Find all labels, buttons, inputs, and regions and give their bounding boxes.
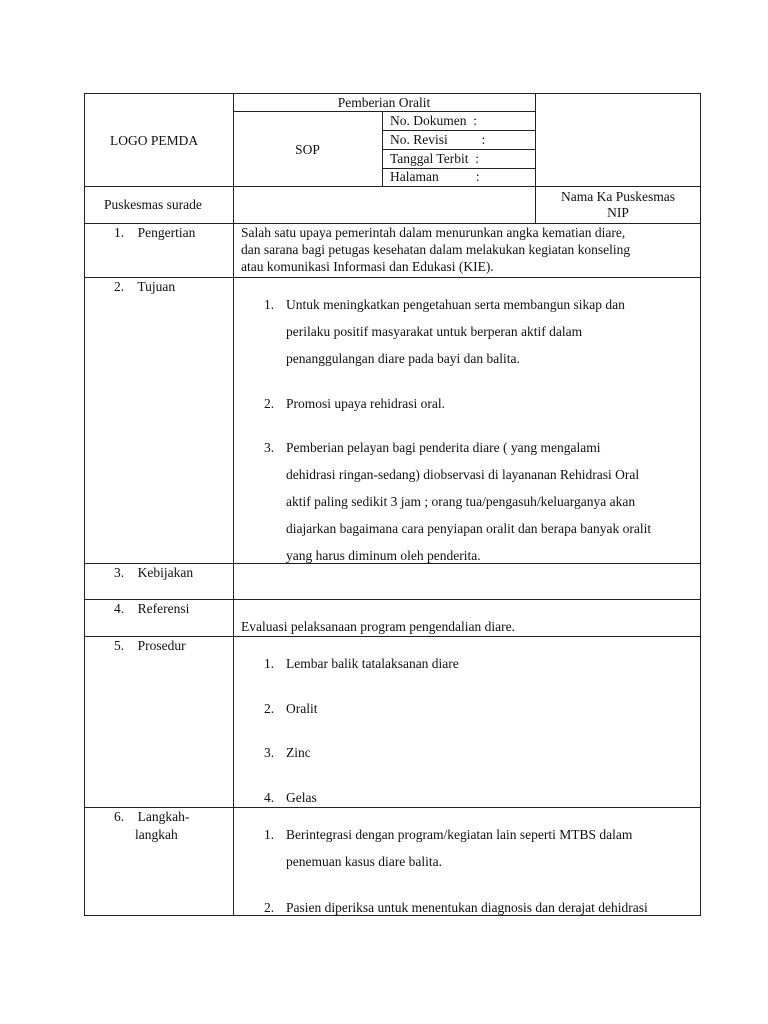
sop-title: Pemberian Oralit [337,95,431,110]
section-label-tujuan: 2. Tujuan [114,279,176,294]
list-number: 1. [264,827,275,842]
field-tanggal-terbit: Tanggal Terbit : [390,151,479,166]
tujuan-text: perilaku positif masyarakat untuk berperan aktif dalam [286,324,583,339]
section-label-langkah: 6. Langkah- [114,809,190,824]
signatory-nip: NIP [607,205,629,220]
tujuan-text: aktif paling sedikit 3 jam ; orang tua/pengasuh/keluarganya akan [286,494,636,509]
section-label-kebijakan: 3. Kebijakan [114,565,194,580]
section-label-pengertian: 1. Pengertian [114,225,196,240]
row-divider [233,186,234,223]
doc-type: SOP [295,142,320,157]
header-divider [233,111,535,112]
section-label-referensi: 4. Referensi [114,601,190,616]
list-number: 2. [264,701,275,716]
header-divider [382,149,535,150]
row-divider [84,636,701,637]
langkah-text: Berintegrasi dengan program/kegiatan lain seperti MTBS dalam [286,827,633,842]
list-number: 3. [264,440,275,455]
list-number: 1. [264,656,275,671]
langkah-text: penemuan kasus diare balita. [286,854,442,869]
logo-placeholder: LOGO PEMDA [110,133,199,148]
tujuan-text: Promosi upaya rehidrasi oral. [286,396,445,411]
list-number: 3. [264,745,275,760]
list-number: 2. [264,396,275,411]
list-number: 4. [264,790,275,805]
row-divider [84,807,701,808]
pengertian-text: atau komunikasi Informasi dan Edukasi (KIE). [241,259,494,274]
signatory-title: Nama Ka Puskesmas [561,189,675,204]
row-divider [84,563,701,564]
prosedur-text: Gelas [286,790,317,805]
tujuan-text: dehidrasi ringan-sedang) diobservasi di layananan Rehidrasi Oral [286,467,640,482]
sop-document [84,93,701,916]
tujuan-text: Pemberian pelayan bagi penderita diare ( yang mengalami [286,440,601,455]
field-no-dokumen: No. Dokumen : [390,113,477,128]
referensi-text: Evaluasi pelaksanaan program pengendalian diare. [241,619,516,634]
field-halaman: Halaman : [390,169,480,184]
header-divider [382,130,535,131]
row-divider [84,223,701,224]
tujuan-text: yang harus diminum oleh penderita. [286,548,481,563]
field-no-revisi: No. Revisi : [390,132,486,147]
body-column-divider [233,223,234,916]
row-divider [84,599,701,600]
tujuan-text: diajarkan bagaimana cara penyiapan oralit dan berapa banyak oralit [286,521,652,536]
pengertian-text: Salah satu upaya pemerintah dalam menurunkan angka kematian diare, [241,225,626,240]
header-divider [84,186,701,187]
langkah-text: Pasien diperiksa untuk menentukan diagnosis dan derajat dehidrasi [286,900,648,915]
row-divider [84,277,701,278]
prosedur-text: Zinc [286,745,311,760]
section-label-langkah: langkah [135,827,178,842]
section-label-prosedur: 5. Prosedur [114,638,186,653]
tujuan-text: Untuk meningkatkan pengetahuan serta membangun sikap dan [286,297,625,312]
institution-name: Puskesmas surade [104,197,202,212]
prosedur-text: Lembar balik tatalaksanan diare [286,656,459,671]
pengertian-text: dan sarana bagi petugas kesehatan dalam melakukan kegiatan konseling [241,242,631,257]
tujuan-text: penanggulangan diare pada bayi dan balita. [286,351,520,366]
prosedur-text: Oralit [286,701,318,716]
list-number: 1. [264,297,275,312]
list-number: 2. [264,900,275,915]
